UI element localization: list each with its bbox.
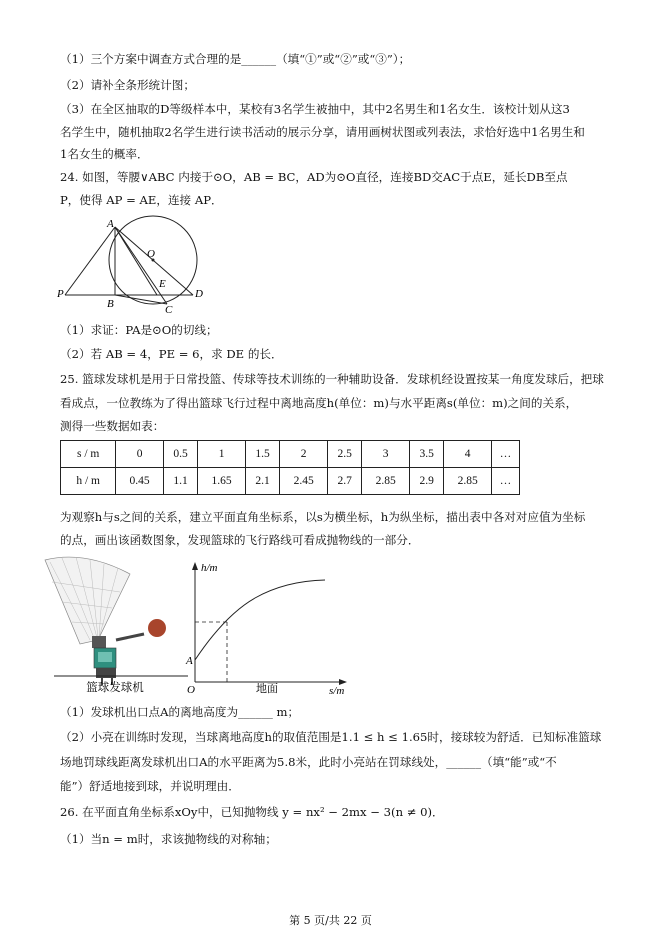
table-cell: … (491, 441, 519, 468)
table-cell: 0 (116, 441, 163, 468)
q23-part2: （2）请补全条形统计图； (60, 78, 195, 92)
point-a-label: A (186, 655, 193, 667)
q24-part1: （1）求证：PA是⊙O的切线； (60, 323, 218, 337)
q25-stem-line5: 的点，画出该函数图象，发现篮球的飞行路线可看成抛物线的一部分． (60, 533, 420, 547)
q25-part1: （1）发球机出口点A的离地高度为______ m； (60, 705, 300, 719)
q26-part1: （1）当n = m时，求该抛物线的对称轴； (60, 832, 277, 846)
table-cell: 2.7 (327, 468, 362, 495)
table-cell: s / m (61, 441, 116, 468)
table-row-h (61, 468, 520, 495)
table-cell: 2.85 (444, 468, 491, 495)
segment-ae (115, 227, 157, 295)
label-o: O (147, 248, 155, 260)
basketball-icon (148, 619, 166, 637)
data-table (60, 440, 520, 495)
basketball-machine-illustration (40, 552, 190, 694)
table-cell: 1.5 (245, 441, 280, 468)
table-cell: 0.5 (163, 441, 198, 468)
q24-stem-line2: P，使得 AP = AE，连接 AP． (60, 193, 223, 207)
q24-part2: （2）若 AB = 4，PE = 6，求 DE 的长． (60, 347, 283, 361)
table-cell: 2.5 (327, 441, 362, 468)
origin-label: O (187, 684, 195, 696)
q25-stem-line3: 测得一些数据如表： (60, 419, 165, 433)
label-a: A (107, 218, 114, 230)
q23-part3-line2: 名学生中，随机抽取2名学生进行读书活动的展示分享，请用画树状图或列表法，求恰好选中1名男生和 (60, 125, 585, 139)
table-cell: 2.1 (245, 468, 280, 495)
label-b: B (107, 298, 114, 310)
table-row-s (61, 441, 520, 468)
x-axis-label: s/m (329, 685, 345, 697)
q23-part3-line1: （3）在全区抽取的D等级样本中，某校有3名学生被抽中，其中2名男生和1名女生．该校计划从这3 (60, 102, 570, 116)
q23-part3-line3: 1名女生的概率． (60, 147, 149, 161)
trajectory-curve (195, 580, 325, 660)
trajectory-graph (185, 560, 355, 698)
table-cell: 1.65 (198, 468, 245, 495)
q25-stem-line2: 看成点，一位教练为了得出篮球飞行过程中离地高度h(单位：m)与水平距离s(单位：m)之间的关系， (60, 396, 578, 410)
segment-pa (65, 227, 115, 295)
label-e: E (159, 278, 166, 290)
q25-part2-line3: 能”）舒适地接到球，并说明理由． (60, 779, 240, 793)
q25-stem-line4: 为观察h与s之间的关系，建立平面直角坐标系，以s为横坐标，h为纵坐标，描出表中各对对应值为坐标 (60, 510, 586, 524)
q23-part1: （1）三个方案中调查方式合理的是______（填“①”或“②”或“③”）； (60, 52, 411, 66)
table-cell: 2.45 (280, 468, 327, 495)
table-cell: 2.85 (362, 468, 409, 495)
q25-stem-line1: 25. 篮球发球机是用于日常投篮、传球等技术训练的一种辅助设备．发球机经设置按某一角度发球后，把球 (60, 372, 604, 386)
table-cell: 2 (280, 441, 327, 468)
ground-label: 地面 (256, 683, 278, 695)
table-cell: … (491, 468, 519, 495)
table-cell: 1 (198, 441, 245, 468)
q25-part2-line1: （2）小亮在训练时发现，当球离地高度h的取值范围是1.1 ≤ h ≤ 1.65时，接球较为舒适．已知标准篮球 (60, 730, 602, 744)
page-footer: 第 5 页/共 22 页 (289, 914, 372, 927)
label-p: P (57, 288, 64, 300)
label-d: D (195, 288, 203, 300)
machine-caption: 篮球发球机 (86, 682, 144, 694)
table-cell: h / m (61, 468, 116, 495)
table-cell: 3 (362, 441, 409, 468)
q25-part2-line2: 场地罚球线距离发球机出口A的水平距离为5.8米，此时小亮站在罚球线处，______（填“能”或“不 (60, 755, 557, 769)
table-cell: 4 (444, 441, 491, 468)
label-c: C (165, 304, 173, 315)
y-axis-label: h/m (201, 562, 218, 574)
table-cell: 1.1 (163, 468, 198, 495)
figure-24-circle-diagram (55, 215, 215, 315)
q24-stem-line1: 24. 如图，等腰∨ABC 内接于⊙O，AB = BC，AD为⊙O直径，连接BD交AC于点E，延长DB至点 (60, 170, 568, 184)
table-cell: 0.45 (116, 468, 163, 495)
table-cell: 2.9 (409, 468, 444, 495)
q26-stem: 26. 在平面直角坐标系xOy中，已知抛物线 y = nx² − 2mx − 3(n ≠ 0)． (60, 805, 444, 819)
table-cell: 3.5 (409, 441, 444, 468)
